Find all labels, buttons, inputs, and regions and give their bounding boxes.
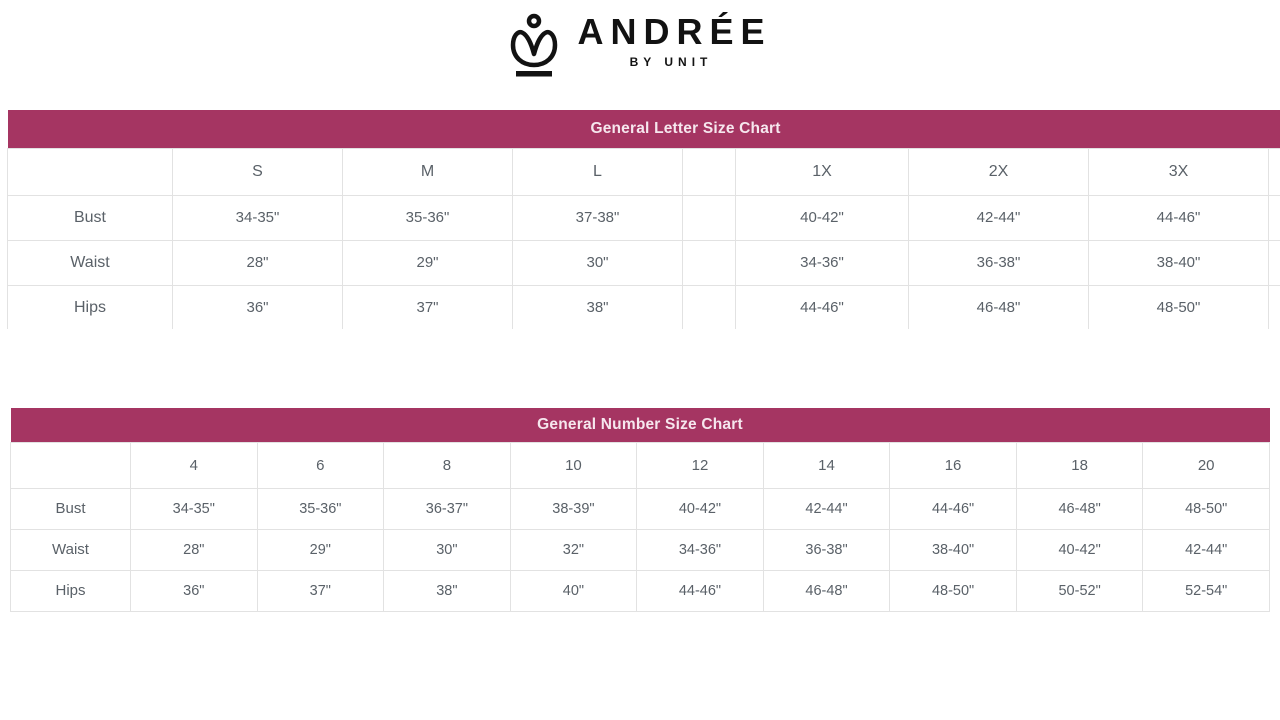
size-column-header: 12	[637, 442, 764, 488]
size-column-header: M	[343, 148, 513, 195]
size-value-cell: 48-50"	[890, 570, 1017, 611]
size-value-cell: 28"	[131, 529, 258, 570]
size-value-cell: 46-48"	[763, 570, 890, 611]
size-column-header: 10	[510, 442, 637, 488]
size-value-cell: 36-38"	[763, 529, 890, 570]
chart-title-band	[11, 408, 1270, 442]
size-value-cell: 34-35"	[131, 488, 258, 529]
brand-logo	[0, 12, 1280, 77]
size-value-cell: 34-36"	[736, 240, 909, 285]
empty-cell	[683, 195, 736, 240]
chart-title-band	[8, 110, 1280, 148]
size-value-cell: 48-50"	[1143, 488, 1270, 529]
measurement-row	[8, 285, 1280, 329]
size-value-cell: 32"	[510, 529, 637, 570]
size-value-cell: 34-35"	[173, 195, 343, 240]
size-column-header: 20	[1143, 442, 1270, 488]
size-column-header: L	[513, 148, 683, 195]
size-column-header: 14	[763, 442, 890, 488]
measurement-label: Bust	[11, 488, 131, 529]
size-column-header: 1X	[736, 148, 909, 195]
measurement-row	[11, 488, 1270, 529]
number-size-chart-viewport	[10, 408, 1270, 612]
letter-size-chart-table	[7, 110, 1280, 329]
empty-cell	[1269, 285, 1280, 329]
chart-title: General Letter Size Chart	[8, 110, 1280, 148]
size-column-header: S	[173, 148, 343, 195]
size-value-cell: 52-54"	[1143, 570, 1270, 611]
size-value-cell: 37"	[343, 285, 513, 329]
size-value-cell: 38-39"	[510, 488, 637, 529]
size-value-cell: 40-42"	[736, 195, 909, 240]
size-value-cell: 40-42"	[637, 488, 764, 529]
brand-name: ANDRÉE	[577, 11, 772, 52]
measurement-label: Hips	[8, 285, 173, 329]
empty-cell	[1269, 240, 1280, 285]
empty-cell	[683, 240, 736, 285]
size-value-cell: 44-46"	[736, 285, 909, 329]
brand-text	[570, 12, 771, 69]
letter-size-chart-viewport	[7, 110, 1280, 329]
size-value-cell: 29"	[257, 529, 384, 570]
size-value-cell: 30"	[384, 529, 511, 570]
size-column-header: 3X	[1089, 148, 1269, 195]
tulip-logo-icon	[508, 13, 560, 77]
size-value-cell: 46-48"	[909, 285, 1089, 329]
size-value-cell: 36"	[131, 570, 258, 611]
size-value-cell: 46-48"	[1016, 488, 1143, 529]
size-value-cell: 36-38"	[909, 240, 1089, 285]
size-column-header: 8	[384, 442, 511, 488]
measurement-label: Waist	[11, 529, 131, 570]
measurement-row	[8, 240, 1280, 285]
number-size-chart-table	[10, 408, 1270, 612]
size-value-cell: 36"	[173, 285, 343, 329]
size-value-cell: 48-50"	[1089, 285, 1269, 329]
brand-subtitle: BY UNIT	[629, 54, 713, 69]
column-header-row	[11, 442, 1270, 488]
empty-column-header	[8, 148, 173, 195]
size-column-header: 16	[890, 442, 1017, 488]
size-value-cell: 38-40"	[890, 529, 1017, 570]
column-header-row	[8, 148, 1280, 195]
empty-column-header	[1269, 148, 1280, 195]
size-value-cell: 29"	[343, 240, 513, 285]
chart-title: General Number Size Chart	[11, 408, 1270, 442]
measurement-label: Hips	[11, 570, 131, 611]
size-value-cell: 44-46"	[890, 488, 1017, 529]
measurement-label: Bust	[8, 195, 173, 240]
size-value-cell: 35-36"	[257, 488, 384, 529]
measurement-row	[11, 570, 1270, 611]
size-value-cell: 28"	[173, 240, 343, 285]
size-value-cell: 38"	[513, 285, 683, 329]
size-value-cell: 30"	[513, 240, 683, 285]
size-column-header: 6	[257, 442, 384, 488]
size-value-cell: 35-36"	[343, 195, 513, 240]
size-value-cell: 37-38"	[513, 195, 683, 240]
size-column-header: 18	[1016, 442, 1143, 488]
size-value-cell: 40"	[510, 570, 637, 611]
size-value-cell: 36-37"	[384, 488, 511, 529]
measurement-row	[11, 529, 1270, 570]
size-value-cell: 42-44"	[1143, 529, 1270, 570]
size-value-cell: 42-44"	[763, 488, 890, 529]
empty-cell	[683, 285, 736, 329]
size-value-cell: 37"	[257, 570, 384, 611]
empty-cell	[1269, 195, 1280, 240]
size-value-cell: 50-52"	[1016, 570, 1143, 611]
size-value-cell: 34-36"	[637, 529, 764, 570]
letter-chart-body	[8, 195, 1280, 329]
measurement-row	[8, 195, 1280, 240]
size-value-cell: 40-42"	[1016, 529, 1143, 570]
size-value-cell: 42-44"	[909, 195, 1089, 240]
size-column-header: 2X	[909, 148, 1089, 195]
size-value-cell: 44-46"	[1089, 195, 1269, 240]
size-column-header: 4	[131, 442, 258, 488]
empty-column-header	[683, 148, 736, 195]
size-value-cell: 38"	[384, 570, 511, 611]
number-chart-body	[11, 488, 1270, 611]
size-value-cell: 38-40"	[1089, 240, 1269, 285]
measurement-label: Waist	[8, 240, 173, 285]
size-value-cell: 44-46"	[637, 570, 764, 611]
empty-column-header	[11, 442, 131, 488]
